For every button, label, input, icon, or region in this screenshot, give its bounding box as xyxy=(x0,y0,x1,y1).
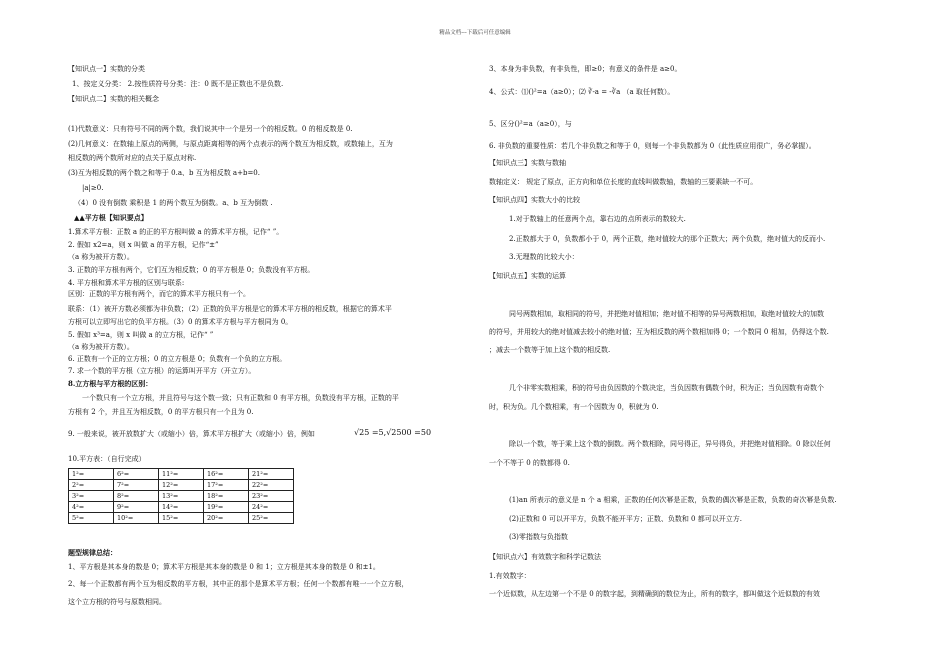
table-cell: 17²= xyxy=(204,480,249,491)
sig-title: 1.有效数字： xyxy=(489,572,531,580)
add-3: ；减去一个数等于加上这个数的相反数. xyxy=(489,346,611,354)
compare-1: 1.对于数轴上的任意两个点，靠右边的点所表示的数较大. xyxy=(509,215,686,223)
table-cell: 22²= xyxy=(249,480,294,491)
pow-3: (3)零指数与负指数 xyxy=(509,533,568,541)
sqrt-2: 2. 假如 x2=a，则 x 叫做 a 的平方根，记作“±” xyxy=(68,241,219,249)
concept-3: (3)互为相反数的两个数之和等于 0.a、b 互为相反数 a+b=0. xyxy=(68,169,260,177)
sig-1: 一个近似数，从左边第一个不是 0 的数字起，到精确到的数位为止，所有的数字，都叫做这个近似数的有效 xyxy=(489,590,820,598)
table-cell: 25²= xyxy=(249,513,294,524)
concept-2a: (2)几何意义：在数轴上原点的两侧，与原点距离相等的两个点表示的两个数互为相反数，或数轴上，互为 xyxy=(68,140,393,148)
sqrt-2b: （a 称为被开方数）。 xyxy=(68,253,134,261)
div-2: 一个不等于 0 的数都得 0. xyxy=(489,459,570,467)
table-cell: 8²= xyxy=(114,491,159,502)
link-1: 联系：（1）被开方数必须都为非负数；（2）正数的负平方根是它的算术平方根的相反数，根据它的算术平 xyxy=(68,305,392,313)
kp3-title: 【知识点三】实数与数轴 xyxy=(489,159,566,167)
sqrt-3: 3. 正数的平方根有两个，它们互为相反数；0 的平方根是 0；负数没有平方根。 xyxy=(68,266,315,274)
table-cell: 9²= xyxy=(114,502,159,513)
sqrt-5: 5. 假如 x³=a，则 x 叫做 a 的立方根，记作“ ” xyxy=(68,331,214,339)
sqrt-9: 9. 一般来说，被开放数扩大（或缩小）倍，算术平方根扩大（或缩小）倍，例如 xyxy=(68,430,315,438)
square-table-title: 10.平方表：（自行完成） xyxy=(68,455,146,463)
table-cell: 2²= xyxy=(69,480,114,491)
sqrt-5b: （a 称为被开方数）。 xyxy=(68,343,134,351)
table-cell: 16²= xyxy=(204,469,249,480)
table-row xyxy=(69,469,294,480)
kp4-title: 【知识点四】实数大小的比较 xyxy=(489,196,580,204)
kp6-title: 【知识点六】有效数字和科学记数法 xyxy=(489,553,601,561)
table-cell: 12²= xyxy=(159,480,204,491)
mul-2: 时，积为负。几个数相乘，有一个因数为 0，积就为 0. xyxy=(489,403,659,411)
pow-1: (1)an 所表示的意义是 n 个 a 相乘，正数的任何次幂是正数，负数的偶次幂是正数，负数的奇次幂是负数. xyxy=(509,496,837,504)
sqrt-8b: 方根有 2 个，并且互为相反数，0 的平方根只有一个且为 0. xyxy=(68,408,254,416)
table-cell: 11²= xyxy=(159,469,204,480)
summary-1: 1、平方根是其本身的数是 0；算术平方根是其本身的数是 0 和 1；立方根是其本身的数是 0 和±1。 xyxy=(68,563,380,571)
kp5-title: 【知识点五】实数的运算 xyxy=(489,272,566,280)
summary-2b: 这个立方根的符号与原数相同。 xyxy=(68,598,166,606)
table-cell: 1²= xyxy=(69,469,114,480)
rule-4: 4、公式：⑴()²=a（a≥0）；⑵ ∛-a = -∛a （a 取任何数）。 xyxy=(489,88,675,96)
table-cell: 10²= xyxy=(114,513,159,524)
sqrt-title: ▲▲平方根【知识要点】 xyxy=(74,213,148,222)
table-cell: 24²= xyxy=(249,502,294,513)
table-cell: 5²= xyxy=(69,513,114,524)
sqrt-1: 1.算术平方根：正数 a 的正的平方根叫做 a 的算术平方根，记作“ ”。 xyxy=(68,228,284,236)
table-row xyxy=(69,502,294,513)
table-cell: 18²= xyxy=(204,491,249,502)
add-1: 同号两数相加，取相同的符号，并把绝对值相加；绝对值不相等的异号两数相加，取绝对值较大的加数 xyxy=(509,310,824,318)
kp1-line: 1、按定义分类： 2.按性质符号分类：注：0 既不是正数也不是负数. xyxy=(72,80,284,88)
table-row xyxy=(69,480,294,491)
table-cell: 19²= xyxy=(204,502,249,513)
concept-1: (1)代数意义：只有符号不同的两个数，我们说其中一个是另一个的相反数。0 的相反数是 0. xyxy=(68,125,353,133)
left-column xyxy=(60,0,475,672)
pow-2: (2)正数和 0 可以开平方，负数不能开平方；正数、负数和 0 都可以开立方. xyxy=(509,515,742,523)
kp1-title: 【知识点一】实数的分类 xyxy=(68,65,145,73)
square-table xyxy=(68,468,294,524)
table-cell: 23²= xyxy=(249,491,294,502)
mul-1: 几个非零实数相乘，积的符号由负因数的个数决定，当负因数有偶数个时，积为正；当负因数有奇数个 xyxy=(509,384,824,392)
kp2-title: 【知识点二】实数的相关概念 xyxy=(68,95,159,103)
table-cell: 20²= xyxy=(204,513,249,524)
table-cell: 21²= xyxy=(249,469,294,480)
concept-4: （4）0 没有倒数 乘积是 1 的两个数互为倒数。a、b 互为倒数 . xyxy=(74,199,273,207)
table-cell: 4²= xyxy=(69,502,114,513)
link-2: 方根可以立即写出它的负平方根。（3）0 的算术平方根与平方根同为 0。 xyxy=(68,318,293,326)
right-column xyxy=(487,0,907,672)
table-cell: 7²= xyxy=(114,480,159,491)
div-1: 除以一个数，等于乘上这个数的倒数。两个数相除，同号得正，异号得负，并把绝对值相除。0 除以任何 xyxy=(509,440,831,448)
sqrt-4: 4. 平方根和算术平方根的区别与联系: xyxy=(68,279,185,287)
rule-5: 5、区分()²=a（a≥0），与 xyxy=(489,120,572,128)
compare-3: 3.无理数的比较大小： xyxy=(509,253,579,261)
summary-2a: 2、每一个正数都有两个互为相反数的平方根，其中正的那个是算术平方根；任何一个数都有唯一一个立方根， xyxy=(68,580,409,588)
table-row xyxy=(69,513,294,524)
table-cell: 13²= xyxy=(159,491,204,502)
sqrt-7: 7. 求一个数的平方根（立方根）的运算叫开平方（开立方）。 xyxy=(68,367,256,375)
add-2: 的符号，并用较大的绝对值减去较小的绝对值；互为相反数的两个数相加得 0；一个数同 0 相加，仍得这个数. xyxy=(489,328,829,336)
compare-2: 2.正数都大于 0，负数都小于 0，两个正数，绝对值较大的那个正数大；两个负数，绝对值大的反而小. xyxy=(509,235,826,243)
table-row xyxy=(69,491,294,502)
rule-6: 6. 非负数的重要性质：若几个非负数之和等于 0，则每一个非负数都为 0（此性质应用很广，务必掌握）。 xyxy=(489,142,816,150)
axis-def: 数轴定义： 规定了原点，正方向和单位长度的直线叫做数轴，数轴的三要素缺一不可。 xyxy=(489,178,758,186)
summary-title: 题型规律总结： xyxy=(68,548,117,557)
difference: 区别：正数的平方根有两个，而它的算术平方根只有一个。 xyxy=(68,290,250,298)
table-cell: 15²= xyxy=(159,513,204,524)
concept-2b: 相反数的两个数所对应的点关于原点对称. xyxy=(68,154,197,162)
sqrt-9-example: √25 =5,√2500 =50 xyxy=(354,428,432,437)
table-cell: 3²= xyxy=(69,491,114,502)
table-cell: 14²= xyxy=(159,502,204,513)
sqrt-6: 6. 正数有一个正的立方根；0 的立方根是 0；负数有一个负的立方根。 xyxy=(68,355,287,363)
rule-3: 3、本身为非负数，有非负性，即≥0；有意义的条件是 a≥0。 xyxy=(489,65,682,73)
sqrt-8: 8.立方根与平方根的区别： xyxy=(68,379,153,388)
page-header: 精品文档---下载后可任意编辑 xyxy=(439,30,511,36)
sqrt-8a: 一个数只有一个立方根，并且符号与这个数一致；只有正数和 0 有平方根，负数没有平方根，正数的平 xyxy=(82,394,399,402)
table-cell: 6²= xyxy=(114,469,159,480)
abs-value: |a|≥0. xyxy=(82,184,104,192)
